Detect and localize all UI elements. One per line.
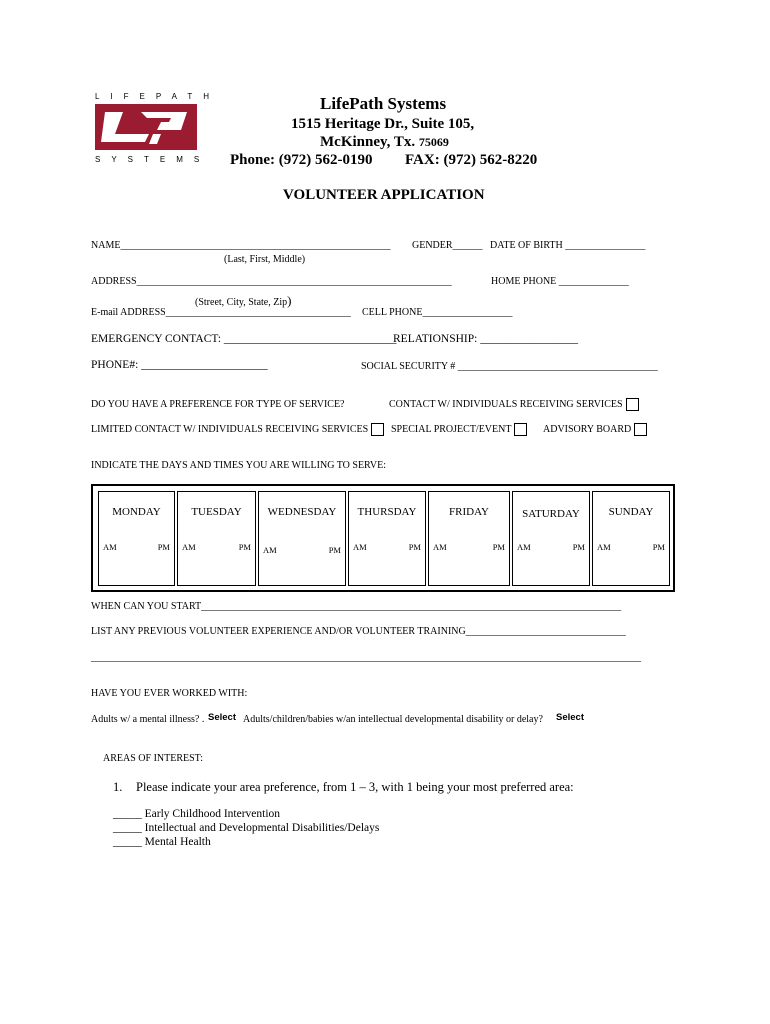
day-label: FRIDAY (449, 506, 489, 518)
am-label: AM (263, 545, 277, 555)
day-label: MONDAY (112, 506, 161, 518)
experience-continuation-line[interactable]: ______________________________________________________________________________________________________________ (91, 652, 641, 663)
emergency-contact-field[interactable]: EMERGENCY CONTACT: ______________________________ (91, 333, 397, 345)
interest-item-number: 1. (113, 780, 123, 794)
day-cell-tuesday[interactable] (177, 491, 256, 586)
name-field[interactable]: NAME______________________________________________________ (91, 240, 391, 251)
interest-option-early-childhood[interactable]: _____ Early Childhood Intervention (113, 808, 281, 820)
gender-field[interactable]: GENDER______ (412, 240, 483, 251)
interest-option-idd[interactable]: _____ Intellectual and Developmental Disabilities/Delays (113, 822, 380, 834)
address-field[interactable]: ADDRESS_______________________________________________________________ (91, 276, 452, 287)
am-label: AM (103, 542, 117, 552)
advisory-board-option (543, 423, 647, 436)
email-field[interactable]: E-mail ADDRESS_____________________________________ (91, 307, 351, 318)
day-cell-friday[interactable] (428, 491, 510, 586)
pm-label: PM (238, 542, 251, 552)
pm-label: PM (328, 545, 341, 555)
special-project-label: SPECIAL PROJECT/EVENT (391, 423, 512, 435)
day-cell-saturday[interactable] (512, 491, 590, 586)
day-label: THURSDAY (357, 506, 417, 518)
contact-option-label: CONTACT W/ INDIVIDUALS RECEIVING SERVICES (389, 398, 623, 410)
day-label: SUNDAY (608, 506, 654, 518)
limited-contact-option (91, 423, 384, 436)
am-label: AM (182, 542, 196, 552)
limited-contact-checkbox[interactable] (371, 423, 384, 436)
phone-number: Phone: (972) 562-0190 (230, 152, 373, 168)
relationship-field[interactable]: RELATIONSHIP: _________________ (393, 333, 578, 345)
day-cell-sunday[interactable] (592, 491, 670, 586)
am-label: AM (517, 542, 531, 552)
pm-label: PM (157, 542, 170, 552)
day-label: TUESDAY (191, 506, 242, 518)
advisory-board-label: ADVISORY BOARD (543, 423, 632, 435)
special-project-option (391, 423, 527, 436)
schedule-prompt: INDICATE THE DAYS AND TIMES YOU ARE WILLING TO SERVE: (91, 460, 387, 471)
pm-label: PM (572, 542, 585, 552)
cell-phone-field[interactable]: CELL PHONE__________________ (362, 307, 513, 318)
day-cell-monday[interactable] (98, 491, 175, 586)
interest-instruction: Please indicate your area preference, from 1 – 3, with 1 being your most preferred area: (136, 780, 574, 794)
experience-field[interactable]: LIST ANY PREVIOUS VOLUNTEER EXPERIENCE AND/OR VOLUNTEER TRAINING________________________________ (91, 626, 626, 637)
home-phone-field[interactable]: HOME PHONE ______________ (491, 276, 629, 287)
social-security-field[interactable]: SOCIAL SECURITY # ________________________________________ (361, 361, 658, 372)
am-label: AM (597, 542, 611, 552)
availability-table (91, 484, 675, 592)
form-title: VOLUNTEER APPLICATION (283, 187, 485, 203)
zip-code: 75069 (418, 135, 449, 149)
organization-name: LifePath Systems (320, 94, 447, 113)
address-line-2 (320, 134, 449, 151)
phone-field[interactable]: PHONE#: ______________________ (91, 359, 268, 371)
worked-with-question: HAVE YOU EVER WORKED WITH: (91, 688, 248, 699)
mental-illness-question: Adults w/ a mental illness? . (91, 714, 205, 725)
am-label: AM (353, 542, 367, 552)
address-hint-text: (Street, City, State, Zip (195, 297, 288, 308)
interest-option-mental-health[interactable]: _____ Mental Health (113, 836, 211, 848)
idd-select[interactable]: Select (556, 712, 584, 723)
areas-of-interest-heading: AREAS OF INTEREST: (103, 753, 204, 764)
start-date-field[interactable]: WHEN CAN YOU START____________________________________________________________________________________ (91, 601, 622, 612)
name-hint: (Last, First, Middle) (224, 254, 306, 265)
service-preference-question: DO YOU HAVE A PREFERENCE FOR TYPE OF SERVICE? (91, 399, 345, 410)
idd-question: Adults/children/babies w/an intellectual developmental disability or delay? (243, 714, 543, 725)
address-line-1: 1515 Heritage Dr., Suite 105, (291, 116, 475, 132)
city-state: McKinney, Tx. (320, 134, 416, 150)
address-hint-paren: ) (287, 293, 292, 308)
day-cell-wednesday[interactable] (258, 491, 346, 586)
lifepath-logo (92, 92, 221, 166)
contact-option (389, 398, 639, 411)
day-cell-thursday[interactable] (348, 491, 426, 586)
am-label: AM (433, 542, 447, 552)
contact-checkbox[interactable] (626, 398, 639, 411)
advisory-board-checkbox[interactable] (634, 423, 647, 436)
pm-label: PM (652, 542, 665, 552)
logo-top-text: LIFEPATH (95, 92, 221, 101)
logo-bottom-text: SYSTEMS (95, 155, 211, 164)
mental-illness-select[interactable]: Select (208, 712, 236, 723)
limited-contact-label: LIMITED CONTACT W/ INDIVIDUALS RECEIVING SERVICES (91, 423, 369, 435)
fax-number: FAX: (972) 562-8220 (405, 152, 538, 168)
day-label: SATURDAY (522, 508, 580, 520)
pm-label: PM (492, 542, 505, 552)
date-of-birth-field[interactable]: DATE OF BIRTH ________________ (490, 240, 646, 251)
logo-mark-icon (95, 104, 197, 150)
day-label: WEDNESDAY (267, 506, 337, 518)
special-project-checkbox[interactable] (514, 423, 527, 436)
pm-label: PM (408, 542, 421, 552)
